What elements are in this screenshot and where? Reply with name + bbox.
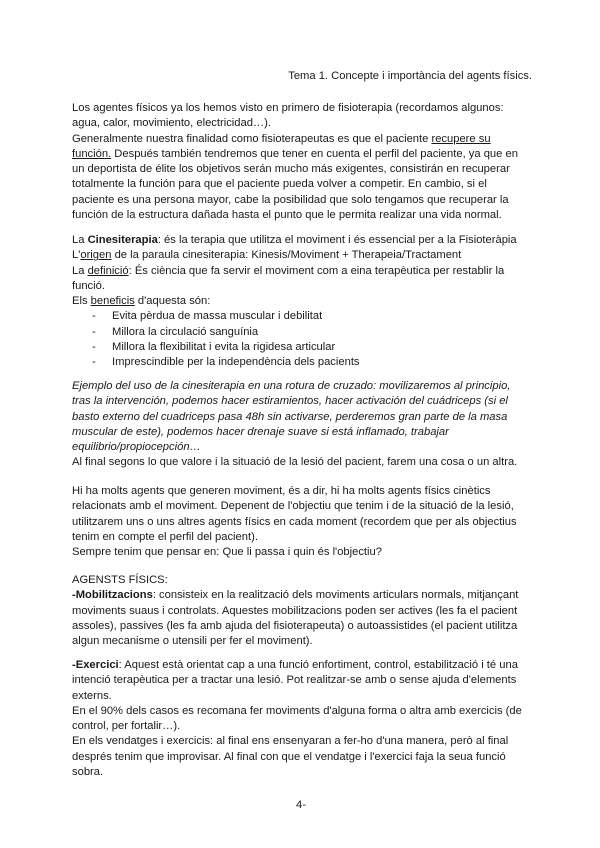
cinesiterapia-section — [72, 233, 532, 371]
example-section — [72, 379, 532, 471]
term-definicio: definició — [87, 264, 129, 277]
exercici-paragraph: -Exercici: Aquest està orientat cap a una funció enfortiment, control, estabilització i té una intenció terapèutica per a tractar una lesió. Pot realitzar-se amb o sense ajuda d'elements externs. — [72, 659, 518, 702]
origin-line: L'origen de la paraula cinesiterapia: Kinesis/Moviment + Therapeia/Tractament — [72, 249, 462, 262]
benefits-intro: Els beneficis d'aquesta són: — [72, 295, 211, 308]
intro-paragraph-2: Generalmente nuestra finalidad como fisioterapeutas es que el paciente recupere su función. Después también tendremos que tener en cuenta el perfil del paciente, ya que en un deportista de élite los objetivos serán mucho más exigentes, consistirán en recuperar totalmente la función para que el paciente pueda volver a competir. En cambio, si el paciente es una persona mayor, cabe la posibilidad que solo tengamos que recuperar la función de la estructura dañada hasta el punto que le permita realizar una vida normal. — [72, 132, 518, 222]
cinesiterapia-definition-line: La Cinesiterapia: és la terapia que utilitza el moviment i és essencial per a la Fisioteràpia — [72, 234, 517, 246]
agents-paragraph: Hi ha molts agents que generen moviment, és a dir, hi ha molts agents físics cinètics relacionats amb el moviment. Depenent de l'objectiu que tenim i de la situació de la lesió, utilitzarem uns o uns altres agents físics en cada moment (recordem que per als objectius tenim en compte el perfil del pacient). — [72, 485, 517, 543]
intro-paragraph-1: Los agentes físicos ya los hemos visto en primero de fisioterapia (recordamos algunos: agua, calor, movimiento, electricidad…). — [72, 102, 504, 130]
list-item: - Imprescindible per la independència dels pacients — [72, 355, 532, 370]
list-item: - Millora la flexibilitat i evita la rigidesa articular — [72, 340, 532, 355]
mobilitzacions-paragraph: -Mobilitzacions: consisteix en la realització dels moviments articulars normals, mitjançant moviments suaus i controlats. Aquestes mobilitzacions poden ser actives (les fa el pacient assoles), passives (les fa amb ajuda del fisioterapeuta) o autoassistides (el pacient utilitza algun mecanisme o utensili per fer el moviment). — [72, 589, 519, 648]
term-mobilitzacions: -Mobilitzacions — [72, 589, 153, 602]
exercici-paragraph-2: En el 90% dels casos es recomana fer moviments d'alguna forma o altra amb exercicis (de control, per fortalir…). — [72, 704, 522, 733]
term-exercici: -Exercici — [72, 659, 119, 671]
agents-question: Sempre tenim que pensar en: Que li passa i quin és l'objectiu? — [72, 546, 382, 559]
agents-section — [72, 484, 532, 560]
list-item: - Evita pèrdua de massa muscular i debilitat — [72, 309, 532, 324]
list-item: - Millora la circulació sanguínia — [72, 325, 532, 340]
page-header-title: Tema 1. Concepte i importància del agents físics. — [288, 70, 532, 82]
page-number: 4- — [296, 799, 306, 811]
agenst-fisics-section — [72, 573, 532, 649]
exercici-section — [72, 658, 532, 780]
exercici-paragraph-3: En els vendatges i exercicis: al final ens ensenyaran a fer-ho d'una manera, però al final després tenim que improvisar. Al final con que el vendatge i l'exercici faja la seua funció sobra. — [72, 735, 509, 779]
example-italic-paragraph: Ejemplo del uso de la cinesiterapia en una rotura de cruzado: movilizaremos al principio, tras la intervención, podemos hacer estiramientos, hacer activación del cuádriceps (si el basto externo del cuadriceps pasa 48h sin activarse, perderemos gran parte de la masa muscular de este), podemos hacer drenaje suave si está inflamado, trabajar equilibrio/propiocepción… — [72, 380, 511, 454]
term-origen: origen — [80, 249, 112, 262]
benefits-list — [72, 309, 532, 370]
example-note: Al final segons lo que valore i la situació de la lesió del pacient, farem una cosa o un altra. — [72, 456, 518, 469]
section-heading: AGENSTS FÍSICS: — [72, 574, 168, 586]
term-cinesiterapia: Cinesiterapia — [87, 234, 158, 246]
term-beneficis: beneficis — [90, 295, 135, 308]
definition-line: La definició: És ciència que fa servir el moviment com a eina terapèutica per restablir la funció. — [72, 264, 505, 292]
underlined-phrase: recupere su función. — [72, 132, 491, 160]
intro-section — [72, 101, 532, 223]
